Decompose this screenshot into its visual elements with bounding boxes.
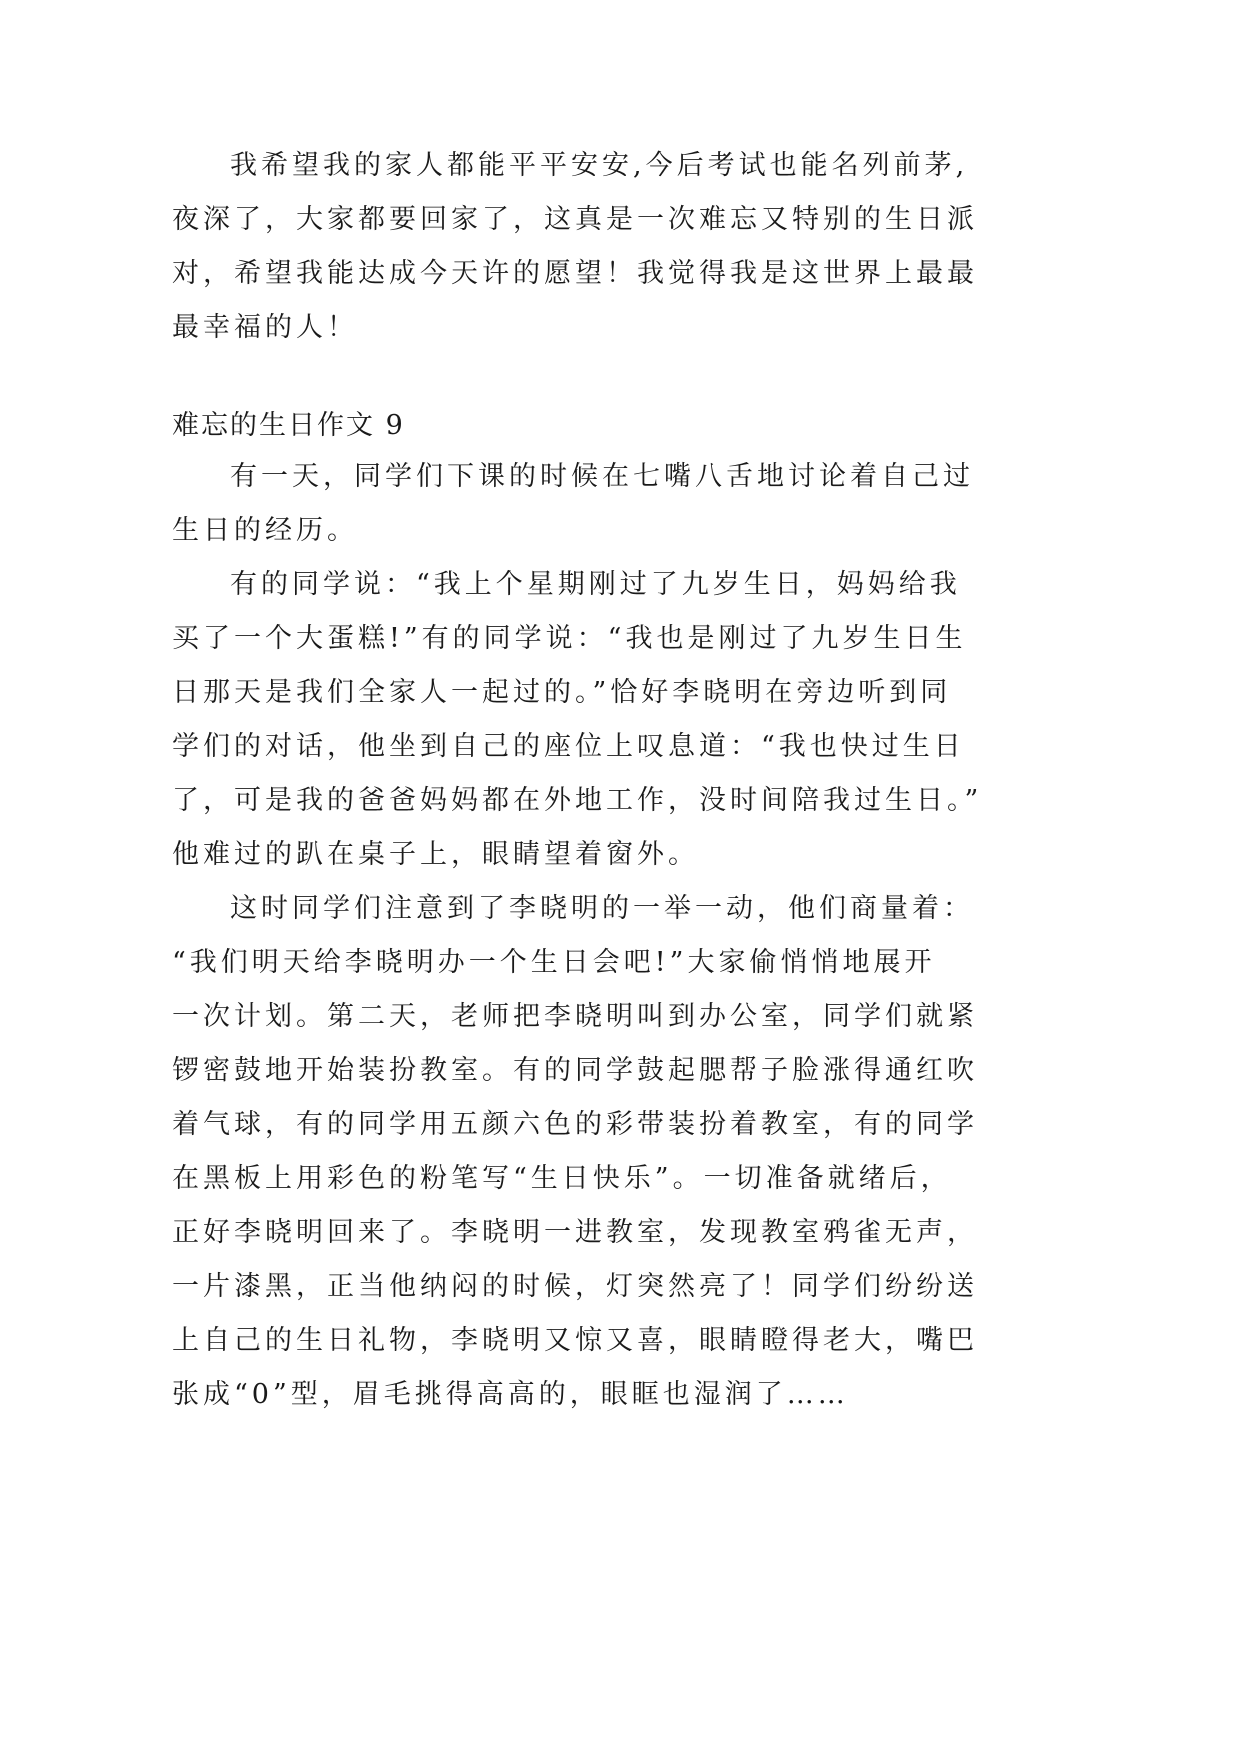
paragraph-3 bbox=[172, 882, 978, 1422]
paragraph-line: 有的同学说：“我上个星期刚过了九岁生日，妈妈给我 bbox=[230, 569, 961, 600]
paragraph-line: “我们明天给李晓明办一个生日会吧!”大家偷悄悄地展开 bbox=[172, 947, 936, 978]
paragraph-line: 我希望我的家人都能平平安安,今后考试也能名列前茅, bbox=[230, 150, 969, 181]
paragraph-1 bbox=[172, 450, 972, 558]
paragraph-line: 在黑板上用彩色的粉笔写“生日快乐”。一切准备就绪后， bbox=[172, 1163, 952, 1194]
paragraph-line: 着气球，有的同学用五颜六色的彩带装扮着教室，有的同学 bbox=[172, 1109, 978, 1140]
paragraph-line: 生日的经历。 bbox=[172, 515, 358, 546]
paragraph-line: 正好李晓明回来了。李晓明一进教室，发现教室鸦雀无声， bbox=[172, 1217, 978, 1248]
paragraph-line: 学们的对话，他坐到自己的座位上叹息道：“我也快过生日 bbox=[172, 731, 965, 762]
paragraph-line: 张成“0”型，眉毛挑得高高的，眼眶也湿润了…… bbox=[172, 1379, 849, 1410]
section-title: 难忘的生日作文 9 bbox=[172, 410, 405, 441]
paragraph-line: 一次计划。第二天，老师把李晓明叫到办公室，同学们就紧 bbox=[172, 1001, 978, 1032]
paragraph-line: 日那天是我们全家人一起过的。”恰好李晓明在旁边听到同 bbox=[172, 677, 952, 708]
paragraph-line: 上自己的生日礼物，李晓明又惊又喜，眼睛瞪得老大，嘴巴 bbox=[172, 1325, 978, 1356]
paragraph-2 bbox=[172, 558, 983, 882]
paragraph-line: 有一天，同学们下课的时候在七嘴八舌地讨论着自己过 bbox=[230, 461, 974, 492]
paragraph-line: 这时同学们注意到了李晓明的一举一动，他们商量着： bbox=[230, 893, 974, 924]
paragraph-line: 了，可是我的爸爸妈妈都在外地工作，没时间陪我过生日。” bbox=[172, 785, 983, 816]
paragraph-line: 对，希望我能达成今天许的愿望！我觉得我是这世界上最最 bbox=[172, 258, 978, 289]
intro-paragraph bbox=[172, 139, 978, 355]
paragraph-line: 锣密鼓地开始装扮教室。有的同学鼓起腮帮子脸涨得通红吹 bbox=[172, 1055, 978, 1086]
paragraph-line: 买了一个大蛋糕!”有的同学说：“我也是刚过了九岁生日生 bbox=[172, 623, 967, 654]
essay-section bbox=[172, 402, 983, 1422]
paragraph-line: 他难过的趴在桌子上，眼睛望着窗外。 bbox=[172, 839, 699, 870]
paragraph-line: 夜深了，大家都要回家了，这真是一次难忘又特别的生日派 bbox=[172, 204, 978, 235]
paragraph-line: 一片漆黑，正当他纳闷的时候，灯突然亮了！同学们纷纷送 bbox=[172, 1271, 978, 1302]
paragraph-line: 最幸福的人！ bbox=[172, 312, 358, 343]
